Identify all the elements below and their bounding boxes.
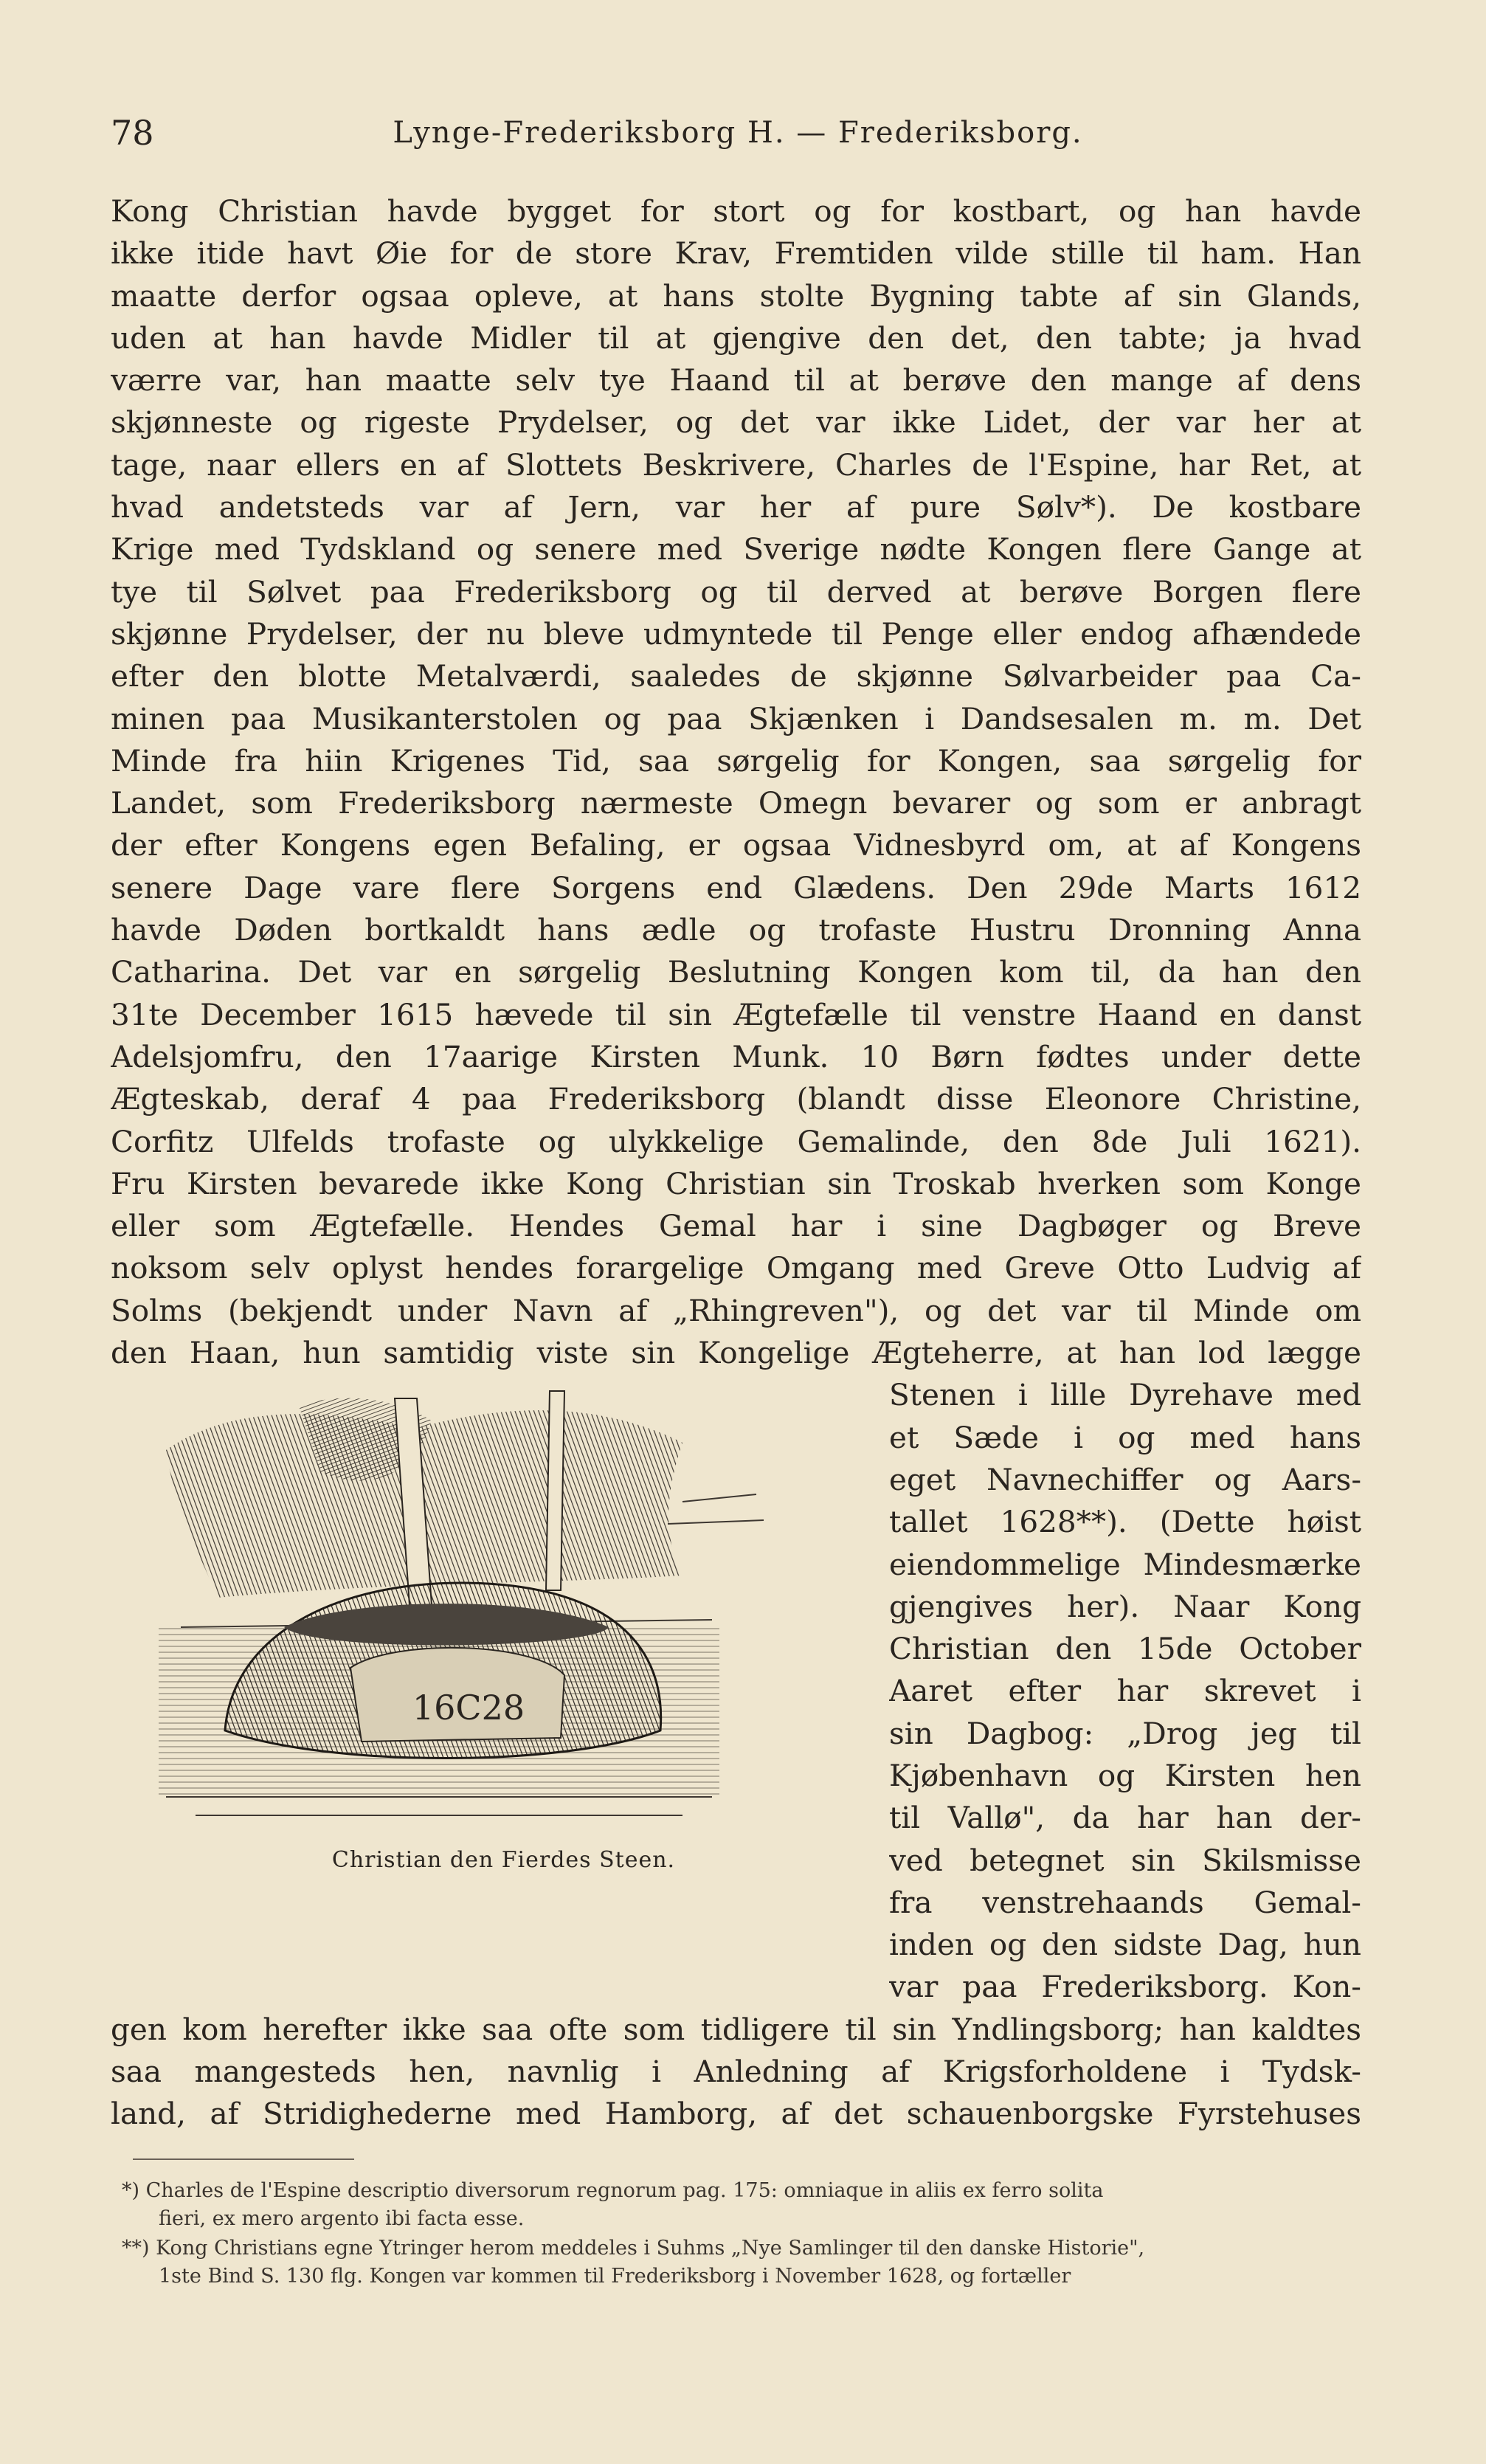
text-line: Ægteskab, deraf 4 paa Frederiksborg (blandt disse Eleonore Christine, bbox=[111, 1081, 1361, 1117]
text-line: til Vallø", da har han der- bbox=[889, 1800, 1361, 1836]
text-line: 31te December 1615 hævede til sin Ægtefælle til venstre Haand en danst bbox=[111, 996, 1361, 1032]
text-line: tye til Sølvet paa Frederiksborg og til derved at berøve Borgen flere bbox=[111, 573, 1361, 610]
text-line: værre var, han maatte selv tye Haand til at berøve den mange af dens bbox=[111, 362, 1361, 398]
text-line: eller som Ægtefælle. Hendes Gemal har i sine Dagbøger og Breve bbox=[111, 1208, 1361, 1244]
text-line: gen kom herefter ikke saa ofte som tidligere til sin Yndlingsborg; han kaldtes bbox=[111, 2011, 1361, 2047]
text-line: saa mangesteds hen, navnlig i Anledning af Krigsforholdene i Tydsk- bbox=[111, 2054, 1361, 2090]
text-line: noksom selv oplyst hendes forargelige Omgang med Greve Otto Ludvig af bbox=[111, 1250, 1361, 1286]
text-line: et Sæde i og med hans bbox=[889, 1419, 1361, 1455]
page-header bbox=[111, 103, 1365, 162]
text-line: land, af Stridighederne med Hamborg, af det schauenborgske Fyrstehuses bbox=[111, 2096, 1361, 2132]
text-line: inden og den sidste Dag, hun bbox=[889, 1927, 1361, 1963]
text-line: uden at han havde Midler til at gjengive den det, den tabte; ja hvad bbox=[111, 320, 1361, 356]
text-line: der efter Kongens egen Befaling, er ogsaa Vidnesbyrd om, at af Kongens bbox=[111, 827, 1361, 863]
page-number: 78 bbox=[111, 113, 154, 153]
text-line: Solms (bekjendt under Navn af „Rhingreven"), og det var til Minde om bbox=[111, 1292, 1361, 1328]
text-line: sin Dagbog: „Drog jeg til bbox=[889, 1715, 1361, 1751]
text-line: senere Dage vare flere Sorgens end Glædens. Den 29de Marts 1612 bbox=[111, 869, 1361, 905]
text-line: tallet 1628**). (Dette høist bbox=[889, 1504, 1361, 1540]
text-line: Adelsjomfru, den 17aarige Kirsten Munk. 10 Børn fødtes under dette bbox=[111, 1038, 1361, 1074]
text-line: havde Døden bortkaldt hans ædle og trofaste Hustru Dronning Anna bbox=[111, 912, 1361, 948]
stone-inscription: 16C28 bbox=[412, 1688, 525, 1728]
text-line: gjengives her). Naar Kong bbox=[889, 1588, 1361, 1624]
text-line: maatte derfor ogsaa opleve, at hans stolte Bygning tabte af sin Glands, bbox=[111, 277, 1361, 314]
footnote-line: fieri, ex mero argento ibi facta esse. bbox=[159, 2207, 525, 2230]
text-line: Landet, som Frederiksborg nærmeste Omegn bevarer og som er anbragt bbox=[111, 785, 1361, 821]
text-line: fra venstrehaands Gemal- bbox=[889, 1884, 1361, 1920]
running-head: Lynge-Frederiksborg H. — Frederiksborg. bbox=[393, 116, 1083, 150]
footnote-divider bbox=[133, 2158, 354, 2160]
text-line: den Haan, hun samtidig viste sin Kongelige Ægteherre, at han lod lægge bbox=[111, 1335, 1361, 1371]
text-line: Corfitz Ulfelds trofaste og ulykkelige Gemalinde, den 8de Juli 1621). bbox=[111, 1123, 1361, 1159]
text-line: Kjøbenhavn og Kirsten hen bbox=[889, 1757, 1361, 1793]
text-line: Christian den 15de October bbox=[889, 1631, 1361, 1667]
text-line: tage, naar ellers en af Slottets Beskrivere, Charles de l'Espine, har Ret, at bbox=[111, 446, 1361, 483]
footnote-line: *) Charles de l'Espine descriptio diversorum regnorum pag. 175: omniaque in aliis ex ferro solita bbox=[122, 2179, 1104, 2202]
footnote-line: 1ste Bind S. 130 flg. Kongen var kommen til Frederiksborg i November 1628, og fortæller bbox=[159, 2265, 1071, 2288]
text-line: eiendommelige Mindesmærke bbox=[889, 1546, 1361, 1582]
figure-caption: Christian den Fierdes Steen. bbox=[331, 1847, 676, 1873]
text-line: hvad andetsteds var af Jern, var her af pure Sølv*). De kostbare bbox=[111, 489, 1361, 525]
text-line: skjønne Prydelser, der nu bleve udmyntede til Penge eller endog afhændede bbox=[111, 615, 1361, 652]
footnote bbox=[122, 2177, 1361, 2233]
text-line: ikke itide havt Øie for de store Krav, Fremtiden vilde stille til ham. Han bbox=[111, 235, 1361, 272]
text-line: skjønneste og rigeste Prydelser, og det var ikke Lidet, der var her at bbox=[111, 404, 1361, 441]
text-line: efter den blotte Metalværdi, saaledes de skjønne Sølvarbeider paa Ca- bbox=[111, 658, 1361, 694]
text-line: Krige med Tydskland og senere med Sverige nødte Kongen flere Gange at bbox=[111, 531, 1361, 567]
text-line: Fru Kirsten bevarede ikke Kong Christian sin Troskab hverken som Konge bbox=[111, 1165, 1361, 1201]
text-line: Minde fra hiin Krigenes Tid, saa sørgelig for Kongen, saa sørgelig for bbox=[111, 742, 1361, 779]
text-line: Aaret efter har skrevet i bbox=[889, 1673, 1361, 1709]
footnote-line: **) Kong Christians egne Ytringer herom meddeles i Suhms „Nye Samlinger til den danske Historie", bbox=[122, 2237, 1145, 2260]
text-line: Stenen i lille Dyrehave med bbox=[889, 1377, 1361, 1413]
footnote bbox=[122, 2234, 1361, 2291]
footnotes bbox=[122, 2177, 1361, 2292]
text-line: minen paa Musikanterstolen og paa Skjænken i Dandsesalen m. m. Det bbox=[111, 700, 1361, 736]
text-line: ved betegnet sin Skilsmisse bbox=[889, 1842, 1361, 1878]
text-line: Kong Christian havde bygget for stort og for kostbart, og han havde bbox=[111, 193, 1361, 229]
engraving-figure bbox=[151, 1384, 856, 1900]
text-line: eget Navnechiffer og Aars- bbox=[889, 1461, 1361, 1497]
stone-engraving bbox=[151, 1384, 856, 1834]
text-line: var paa Frederiksborg. Kon- bbox=[889, 1969, 1361, 2005]
text-line: Catharina. Det var en sørgelig Beslutning Kongen kom til, da han den bbox=[111, 954, 1361, 990]
